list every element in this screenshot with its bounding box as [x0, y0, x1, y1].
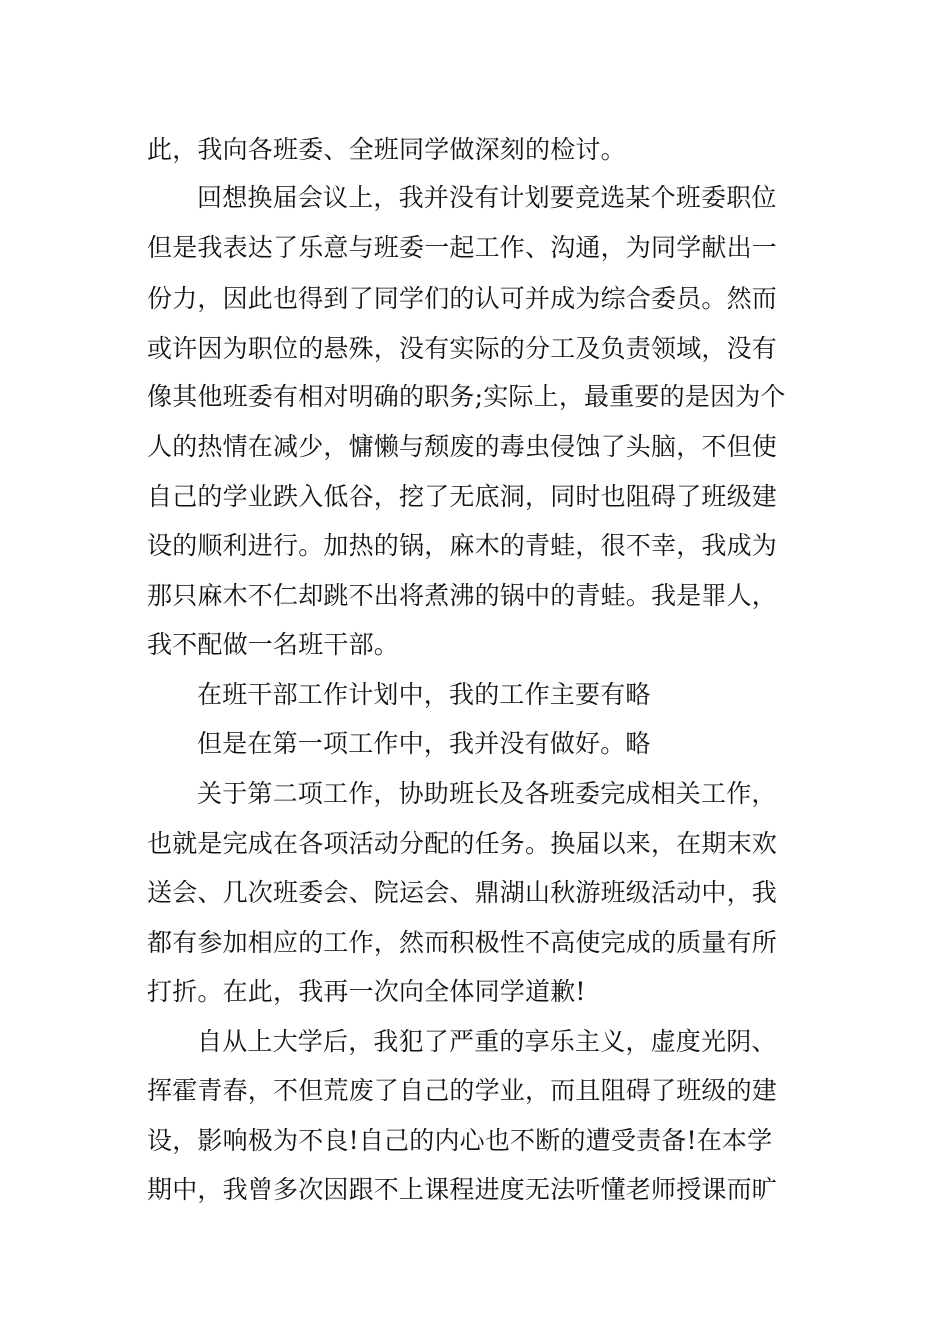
paragraph-start-line: 回想换届会议上，我并没有计划要竞选某个班委职位: [197, 183, 777, 212]
text-line: 期中，我曾多次因跟不上课程进度无法听懂老师授课而旷: [147, 1175, 778, 1204]
text-line: 打折。在此，我再一次向全体同学道歉!: [147, 977, 586, 1006]
text-line: 自己的学业跌入低谷，挖了无底洞，同时也阻碍了班级建: [147, 482, 778, 511]
text-line: 份力，因此也得到了同学们的认可并成为综合委员。然而: [147, 284, 778, 313]
paragraph-start-line: 在班干部工作计划中，我的工作主要有略: [197, 680, 651, 709]
text-line: 但是我表达了乐意与班委一起工作、沟通，为同学献出一: [147, 233, 778, 262]
text-line: 设的顺利进行。加热的锅，麻木的青蛙，很不幸，我成为: [147, 531, 778, 560]
text-line: 像其他班委有相对明确的职务;实际上，最重要的是因为个: [147, 382, 786, 411]
text-line: 也就是完成在各项活动分配的任务。换届以来，在期末欢: [147, 829, 778, 858]
text-line: 设，影响极为不良!自己的内心也不断的遭受责备!在本学: [147, 1126, 773, 1155]
text-line: 挥霍青春，不但荒废了自己的学业，而且阻碍了班级的建: [147, 1076, 778, 1105]
paragraph-start-line: 但是在第一项工作中，我并没有做好。略: [197, 729, 651, 758]
text-line: 都有参加相应的工作，然而积极性不高使完成的质量有所: [147, 928, 778, 957]
text-line: 此，我向各班委、全班同学做深刻的检讨。: [147, 135, 626, 164]
text-line: 我不配做一名班干部。: [147, 630, 400, 659]
text-line: 或许因为职位的悬殊，没有实际的分工及负责领域，没有: [147, 334, 778, 363]
text-line: 送会、几次班委会、院运会、鼎湖山秋游班级活动中，我: [147, 878, 778, 907]
paragraph-start-line: 自从上大学后，我犯了严重的享乐主义，虚度光阴、: [197, 1027, 777, 1056]
paragraph-start-line: 关于第二项工作，协助班长及各班委完成相关工作，: [197, 779, 777, 808]
text-line: 那只麻木不仁却跳不出将煮沸的锅中的青蛙。我是罪人，: [147, 581, 778, 610]
text-line: 人的热情在减少，慵懒与颓废的毒虫侵蚀了头脑，不但使: [147, 432, 778, 461]
